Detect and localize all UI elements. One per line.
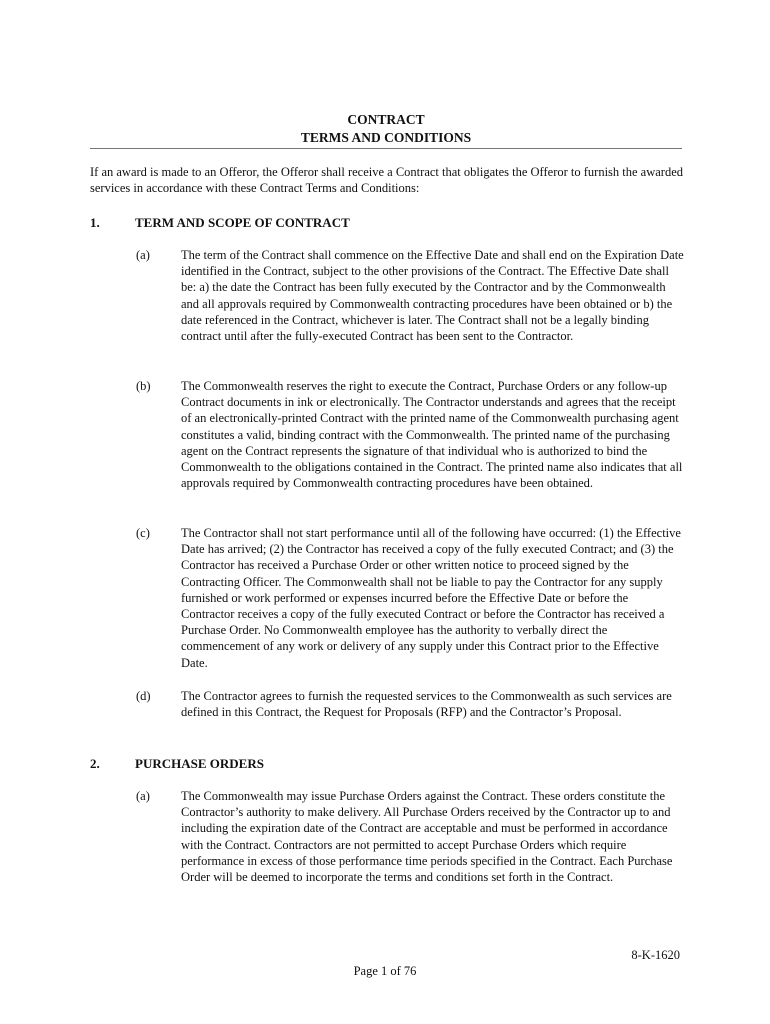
clause-label: (a) — [136, 789, 150, 803]
section-number: 1. — [90, 215, 100, 230]
intro-paragraph: If an award is made to an Offeror, the Offeror shall receive a Contract that obligates the Offeror to furnish the awarded services in accordance with these Contract Terms and Conditions: — [90, 165, 684, 196]
page-number: Page 1 of 76 — [353, 964, 417, 978]
document-id: 8-K-1620 — [631, 948, 680, 962]
clause-text: The Commonwealth may issue Purchase Orders against the Contract. These orders constitute the Contractor’s authority to make delivery. All Purchase Orders received by the Contractor up to and including the expiration date of the Contract are acceptable and must be performed in accordance with the Contract. Contractors are not permitted to accept Purchase Orders which require performance in excess of those performance time periods specified in the Contract. Each Purchase Order will be deemed to incorporate the terms and conditions set forth in the Contract. — [181, 789, 673, 885]
title-line-1: CONTRACT — [347, 112, 425, 127]
clause-text: The term of the Contract shall commence on the Effective Date and shall end on the Expiration Date identified in the Contract, subject to the other provisions of the Contract. The Effective Date shall be: a) the date the Contract has been fully executed by the Contractor and by the Commonwealth and all approvals required by Commonwealth contracting procedures have been obtained or b) the date referenced in the Contract, whichever is later. The Contract shall not be a legally binding contract until after the fully-executed Contract has been sent to the Contractor. — [181, 248, 684, 344]
clause-text: The Commonwealth reserves the right to execute the Contract, Purchase Orders or any follow-up Contract documents in ink or electronically. The Contractor understands and agrees that the receipt of an electronically-printed Contract with the printed name of the Commonwealth purchasing agent constitutes a valid, binding contract with the Commonwealth. The printed name of the purchasing agent on the Contract represents the signature of that individual who is authorized to bind the Commonwealth to the obligations contained in the Contract. The printed name also indicates that all approvals required by Commonwealth contracting procedures have been obtained. — [181, 379, 683, 491]
clause-label: (d) — [136, 689, 151, 703]
title-line-2: TERMS AND CONDITIONS — [300, 130, 472, 145]
clause-label: (a) — [136, 248, 150, 262]
section-title: PURCHASE ORDERS — [135, 756, 264, 771]
document-title — [90, 111, 682, 147]
clause-label: (b) — [136, 379, 151, 393]
title-divider — [90, 148, 682, 149]
clause-text: The Contractor agrees to furnish the requested services to the Commonwealth as such services are defined in this Contract, the Request for Proposals (RFP) and the Contractor’s Proposal. — [181, 689, 672, 720]
section-number: 2. — [90, 756, 100, 771]
clause-label: (c) — [136, 526, 150, 540]
clause-text: The Contractor shall not start performance until all of the following have occurred: (1) the Effective Date has arrived; (2) the Contractor has received a copy of the fully executed Contract; and (3) the Contractor has received a Purchase Order or other written notice to proceed signed by the Contracting Officer. The Commonwealth shall not be liable to pay the Contractor for any supply furnished or work performed or expenses incurred before the Effective Date or before the Contractor receives a copy of the fully executed Contract or before the Contractor has received a Purchase Order. No Commonwealth employee has the authority to verbally direct the commencement of any work or delivery of any supply under this Contract prior to the Effective Date. — [181, 526, 681, 670]
section-title: TERM AND SCOPE OF CONTRACT — [135, 215, 350, 230]
